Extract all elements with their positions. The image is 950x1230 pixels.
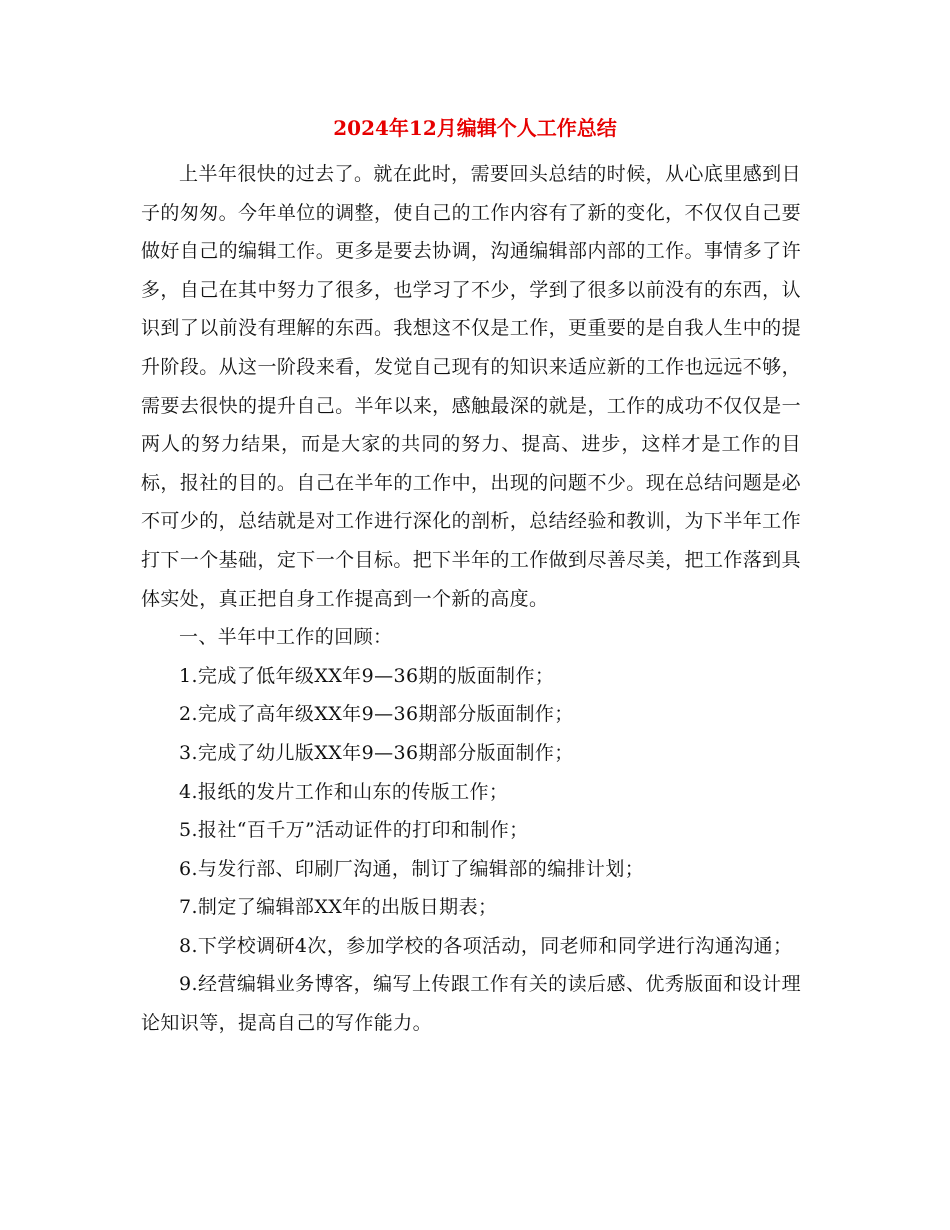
list-item: 4.报纸的发片工作和山东的传版工作； <box>179 780 509 803</box>
document-title: 2024年12月编辑个人工作总结 <box>333 116 617 140</box>
list-item: 6.与发行部、印刷厂沟通，制订了编辑部的编排计划； <box>179 857 645 880</box>
list-item: 7.制定了编辑部XX年的出版日期表； <box>179 896 498 919</box>
document-body <box>141 155 801 1043</box>
list-item: 9.经营编辑业务博客，编写上传跟工作有关的读后感、优秀版面和设计理论知识等，提高自己的写作能力。 <box>141 973 801 1035</box>
list-item: 3.完成了幼儿版XX年9—36期部分版面制作； <box>179 741 574 764</box>
intro-paragraph: 上半年很快的过去了。就在此时，需要回头总结的时候，从心底里感到日子的匆匆。今年单位的调整，使自己的工作内容有了新的变化，不仅仅自己要做好自己的编辑工作。更多是要去协调，沟通编辑部内部的工作。事情多了许多，自己在其中努力了很多，也学习了不少，学到了很多以前没有的东西，认识到了以前没有理解的东西。我想这不仅是工作，更重要的是自我人生中的提升阶段。从这一阶段来看，发觉自己现有的知识来适应新的工作也远远不够，需要去很快的提升自己。半年以来，感触最深的就是，工作的成功不仅仅是一两人的努力结果，而是大家的共同的努力、提高、进步，这样才是工作的目标，报社的目的。自己在半年的工作中，出现的问题不少。现在总结问题是必不可少的，总结就是对工作进行深化的剖析，总结经验和教训，为下半年工作打下一个基础，定下一个目标。把下半年的工作做到尽善尽美，把工作落到具体实处，真正把自身工作提高到一个新的高度。 <box>141 163 801 610</box>
section-heading: 一、半年中工作的回顾： <box>179 626 393 649</box>
list-item: 5.报社“百千万”活动证件的打印和制作； <box>179 819 529 842</box>
list-item: 1.完成了低年级XX年9—36期的版面制作； <box>179 664 555 687</box>
list-item: 8.下学校调研4次，参加学校的各项活动，同老师和同学进行沟通沟通； <box>179 934 793 957</box>
list-item: 2.完成了高年级XX年9—36期部分版面制作； <box>179 703 574 726</box>
